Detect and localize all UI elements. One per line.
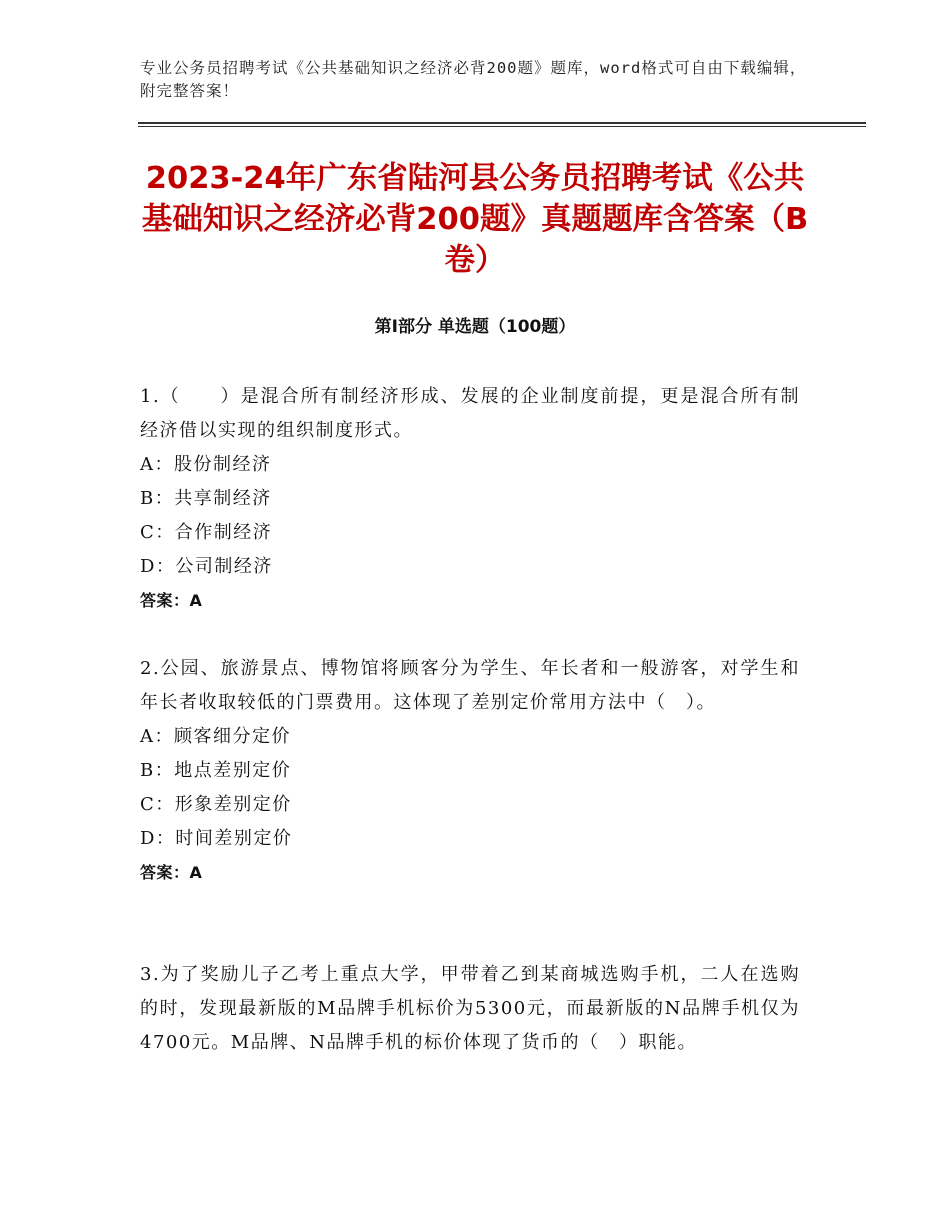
question-2: [140, 652, 800, 890]
section-title: 第I部分 单选题（100题）: [374, 317, 576, 337]
answer: 答案：A: [140, 591, 203, 610]
header-note: 专业公务员招聘考试《公共基础知识之经济必背200题》题库，word格式可自由下载编辑，附完整答案！: [140, 59, 807, 100]
question-stem: 2.公园、旅游景点、博物馆将顾客分为学生、年长者和一般游客，对学生和年长者收取较低的门票费用。这体现了差别定价常用方法中（ ）。: [140, 658, 800, 713]
option-d: D：公司制经济: [140, 556, 273, 577]
question-stem: 1.（ ）是混合所有制经济形成、发展的企业制度前提，更是混合所有制经济借以实现的组织制度形式。: [140, 386, 800, 441]
header-divider-thin: [138, 126, 866, 127]
option-a: A：股份制经济: [140, 454, 272, 475]
option-c: C：形象差别定价: [140, 794, 292, 815]
option-d: D：时间差别定价: [140, 828, 293, 849]
question-stem: 3.为了奖励儿子乙考上重点大学，甲带着乙到某商城选购手机，二人在选购的时，发现最新版的M品牌手机标价为5300元，而最新版的N品牌手机仅为4700元。M品牌、N品牌手机的标价体现了货币的（ ）职能。: [140, 964, 800, 1053]
document-title: 2023-24年广东省陆河县公务员招聘考试《公共基础知识之经济必背200题》真题题库含答案（B卷）: [141, 161, 809, 278]
option-c: C：合作制经济: [140, 522, 273, 543]
header-divider: [138, 122, 866, 124]
option-b: B：共享制经济: [140, 488, 272, 509]
option-a: A：顾客细分定价: [140, 726, 291, 747]
option-b: B：地点差别定价: [140, 760, 292, 781]
question-3: [140, 958, 800, 1060]
answer: 答案：A: [140, 863, 203, 882]
question-1: [140, 380, 800, 618]
